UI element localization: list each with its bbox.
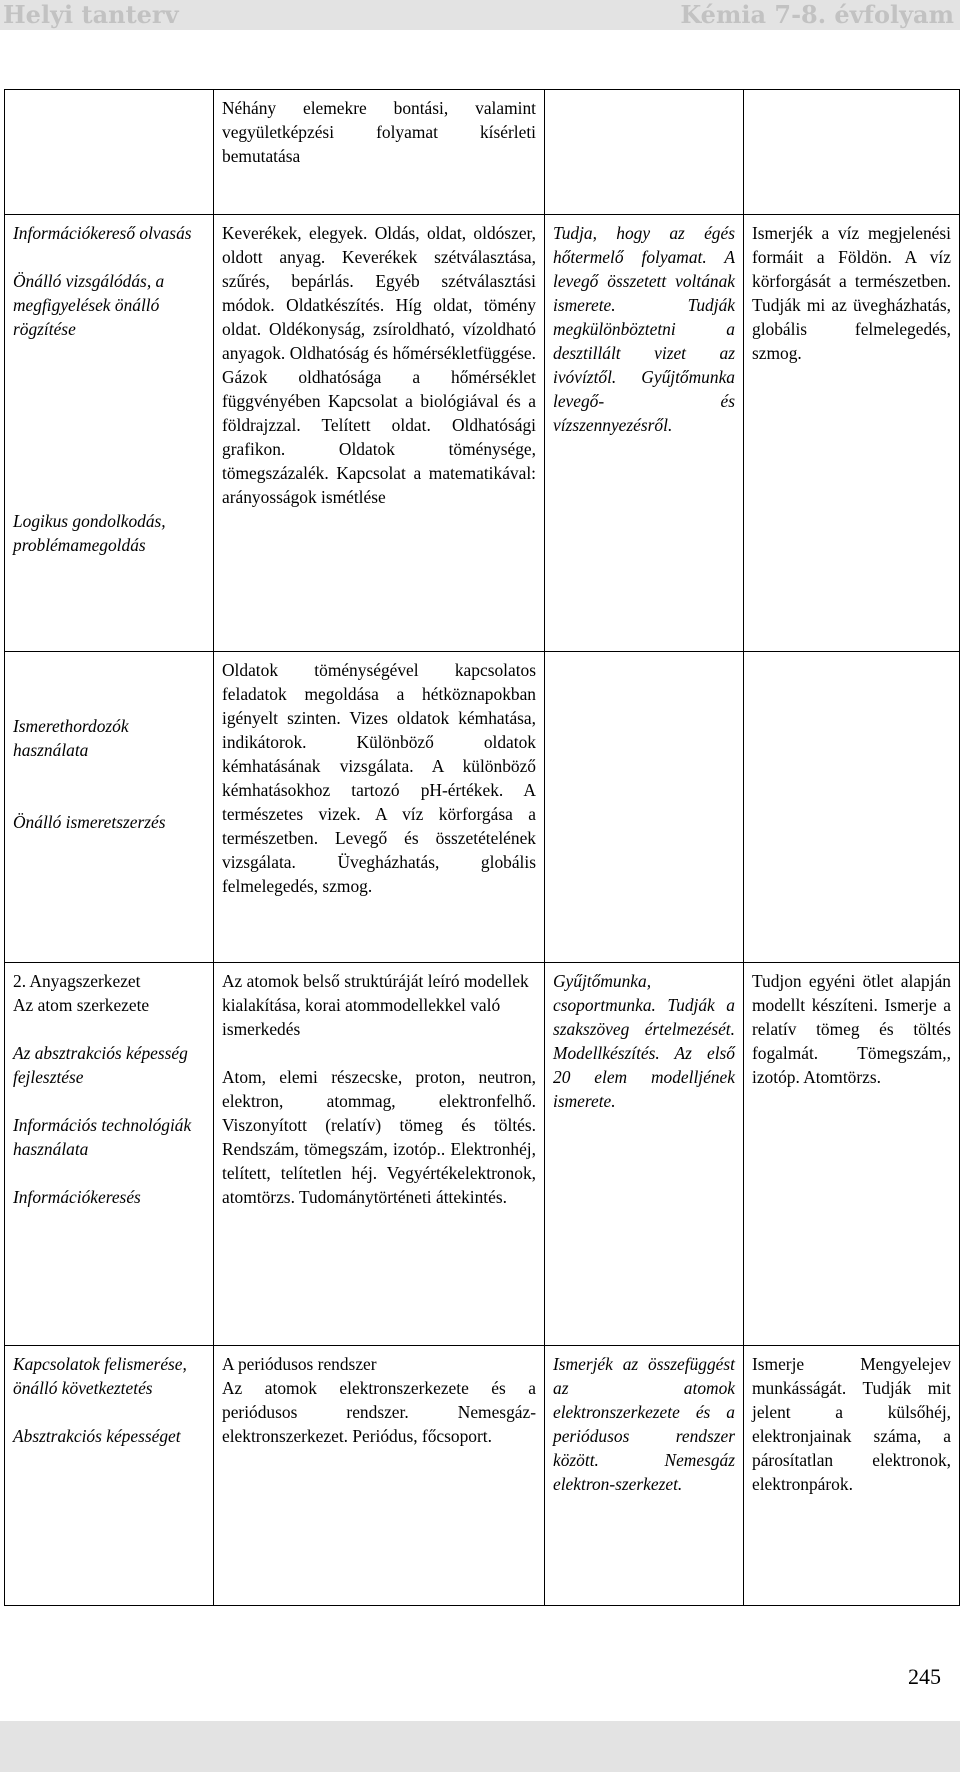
table-row	[5, 215, 960, 652]
requirements-cell	[744, 90, 960, 215]
skill-text: Információkereső olvasás	[13, 223, 192, 243]
requirement-text: Ismerje Mengyelejev munkásságát. Tudják mit jelent a külsőhéj, elektronjainak száma, a párosítatlan elektronok, elektronpárok.	[752, 1354, 951, 1494]
content-cell	[214, 90, 545, 215]
page-footer	[0, 1721, 960, 1772]
content-text: Keverékek, elegyek. Oldás, oldat, oldószer, oldott anyag. Keverékek szétválasztása, szűrés, bepárlás. Egyéb szétválasztási módok. Oldatkészítés. Híg oldat, tömény oldat. Oldékonyság, zsíroldható, vízoldható anyagok. Oldhatóság és hőmérsékletfüggése. Gázok oldhatósága a hőmérséklet függvényében Kapcsolat a biológiával és a földrajzzal. Telített oldat. Oldhatósági grafikon. Oldatok töménysége, tömegszázalék. Kapcsolat a matematikával: arányosságok ismétlése	[222, 223, 536, 507]
section-title: 2. Anyagszerkezet	[13, 971, 141, 991]
skill-text: Önálló ismeretszerzés	[13, 812, 166, 832]
curriculum-table	[4, 89, 960, 1606]
activities-cell	[545, 215, 744, 652]
content-cell	[214, 215, 545, 652]
content-text: Néhány elemekre bontási, valamint vegyületképzési folyamat kísérleti bemutatása	[222, 98, 536, 166]
activity-text: Tudja, hogy az égés hőtermelő folyamat. A levegő összetett voltának ismerete. Tudják megkülönböztetni a desztillált vizet az ivóvíztől. Gyűjtőmunka levegő- és vízszennyezésről.	[553, 223, 735, 435]
activity-text: Gyűjtőmunka, csoportmunka. Tudják a szakszöveg értelmezését. Modellkészítés. Az első 20 elem modelljének ismerete.	[553, 971, 735, 1111]
skill-text: Információs technológiák használata	[13, 1115, 192, 1159]
page-header	[0, 0, 960, 30]
content-cell	[214, 963, 545, 1346]
requirements-cell	[744, 963, 960, 1346]
skill-text: Logikus gondolkodás, problémamegoldás	[13, 511, 166, 555]
activities-cell	[545, 963, 744, 1346]
requirements-cell	[744, 1346, 960, 1606]
skill-text: Absztrakciós képességet	[13, 1426, 181, 1446]
table-row	[5, 963, 960, 1346]
table-row	[5, 652, 960, 963]
requirements-cell	[744, 215, 960, 652]
content-text: Atom, elemi részecske, proton, neutron, elektron, atommag, elektronfelhő. Viszonyított (relatív) tömeg és töltés. Rendszám, tömegszám, izotóp.. Elektronhéj, telített, telítetlen héj. Vegyértékelektronok, atomtörzs. Tudománytörténeti áttekintés.	[222, 1067, 536, 1207]
skill-text: Kapcsolatok felismerése, önálló következtetés	[13, 1354, 187, 1398]
skills-cell	[5, 652, 214, 963]
content-cell	[214, 652, 545, 963]
content-text: Az atomok belső struktúráját leíró modellek kialakítása, korai atommodellekkel való ismerkedés	[222, 971, 529, 1039]
content-text: Oldatok töménységével kapcsolatos feladatok megoldása a hétköznapokban igényelt szinten. Vizes oldatok kémhatása, indikátorok. Különböző oldatok kémhatásának vizsgálata. A különböző kémhatásokhoz tartozó pH-értékek. A természetes vizek. A víz körforgása a természetben. Levegő és összetételének vizsgálata. Üvegházhatás, globális felmelegedés, szmog.	[222, 660, 536, 896]
skill-text: Ismerethordozók használata	[13, 716, 129, 760]
content-cell	[214, 1346, 545, 1606]
header-right-title: Kémia 7-8. évfolyam	[680, 0, 954, 29]
requirement-text: Ismerjék a víz megjelenési formáit a Földön. A víz körforgását a természetben. Tudják mi az üvegházhatás, globális felmelegedés, szmog.	[752, 223, 951, 363]
section-subtitle: Az atom szerkezete	[13, 995, 150, 1015]
skills-cell	[5, 963, 214, 1346]
activities-cell	[545, 652, 744, 963]
requirement-text: Tudjon egyéni ötlet alapján modellt készíteni. Ismerje a relatív tömeg és töltés fogalmát. Tömegszám,, izotóp. Atomtörzs.	[752, 971, 951, 1087]
header-left-title: Helyi tanterv	[3, 0, 179, 29]
content-text: Az atomok elektronszerkezete és a periódusos rendszer. Nemesgáz-elektronszerkezet. Periódus, főcsoport.	[222, 1378, 536, 1446]
table-row	[5, 90, 960, 215]
skills-cell	[5, 90, 214, 215]
skills-cell	[5, 1346, 214, 1606]
activities-cell	[545, 90, 744, 215]
activity-text: Ismerjék az összefüggést az atomok elektronszerkezete és a periódusos rendszer között. Nemesgáz elektron-szerkezet.	[553, 1354, 735, 1494]
skill-text: Információkeresés	[13, 1187, 141, 1207]
requirements-cell	[744, 652, 960, 963]
content-title: A periódusos rendszer	[222, 1354, 377, 1374]
skills-cell	[5, 215, 214, 652]
skill-text: Önálló vizsgálódás, a megfigyelések önálló rögzítése	[13, 271, 165, 339]
skill-text: Az absztrakciós képesség fejlesztése	[13, 1043, 188, 1087]
activities-cell	[545, 1346, 744, 1606]
table-row	[5, 1346, 960, 1606]
page-number: 245	[908, 1664, 941, 1689]
